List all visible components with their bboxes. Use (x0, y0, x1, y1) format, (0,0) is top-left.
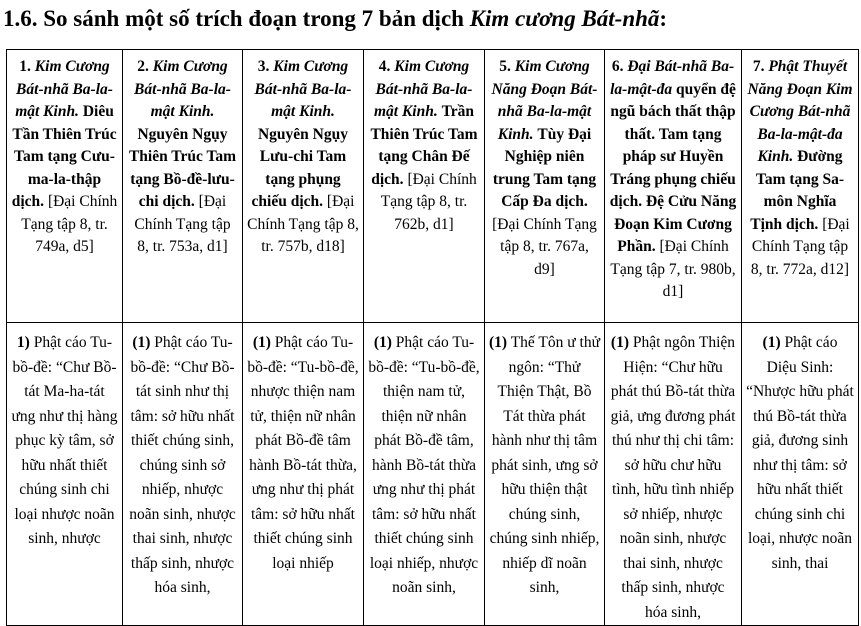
passage-cell-2: (1) Phật cáo Tu-bồ-đề: “Chư Bồ-tát sinh như thị tâm: sở hữu nhất thiết chúng sinh, chúng sinh sở nhiếp, nhược noãn sinh, nhược thai sinh, nhược thấp sinh, nhược hóa sinh, (123, 323, 243, 626)
section-title-italic: Kim cương Bát-nhã (469, 6, 660, 31)
work-title: Kim Cương Bát-nhã Ba-la-mật Kinh. (254, 58, 352, 120)
passage-text: Phật cáo Tu-bồ-đề: “Tu-bồ-đề, thiện nam tử, thiện nữ nhân phát Bồ-đề tâm, hành Bồ-tát thừa ưng như thị phát tâm: sở hữu nhất thiết chúng sinh loại nhiếp, nhược noãn sinh, (368, 334, 480, 596)
section-heading (3, 6, 667, 32)
passage-text: Phật ngôn Thiện Hiện: “Chư hữu phát thú Bồ-tát thừa giả, ưng đương phát thú như thị chi tâm: sở hữu chư hữu tình, hữu tình nhiếp sở nhiếp, nhược noãn sinh, nhược thai sinh, nhược thấp sinh, nhược hóa sinh, (610, 334, 736, 621)
passage-cell-3: (1) Phật cáo Tu-bồ-đề: “Tu-bồ-đề, nhược thiện nam tử, thiện nữ nhân phát Bồ-đề tâm hành Bồ-tát thừa, ưng như thị phát tâm: sở hữu nhất thiết chúng sinh loại nhiếp (243, 323, 364, 626)
work-title: Đại Bát-nhã Ba-la-mật-đa (610, 58, 735, 98)
header-cell-6: 6. Đại Bát-nhã Ba-la-mật-đa quyển đệ ngũ bách thất thập thất. Tam tạng pháp sư Huyền Tráng phụng chiếu dịch. Đệ Cửu Năng Đoạn Kim Cương Phần. [Đại Chính Tạng tập 7, tr. 980b, d1] (605, 50, 742, 323)
passage-cell-5: (1) Thế Tôn ư thử ngôn: “Thử Thiện Thật, Bồ Tát thừa phát hành như thị tâm phát sinh, ưng sở hữu thiện thật chúng sinh, chúng sinh nhiếp, nhiếp dĩ noãn sinh, (485, 323, 605, 626)
passage-cell-7: (1) Phật cáo Diệu Sinh: “Nhược hữu phát thú Bồ-tát thừa giả, đương sinh như thị tâm: sở hữu nhất thiết chúng sinh chi loại, nhược noãn sinh, thai (742, 323, 859, 626)
section-number: 1.6. (3, 6, 38, 31)
work-title: Phật Thuyết Năng Đoạn Kim Cương Bát-nhã Ba-la-mật-đa Kinh. (747, 58, 853, 165)
passage-text: Phật cáo Tu-bồ-đề: “Tu-bồ-đề, nhược thiện nam tử, thiện nữ nhân phát Bồ-đề tâm hành Bồ-tát thừa, ưng như thị phát tâm: sở hữu nhất thiết chúng sinh loại nhiếp (247, 334, 359, 572)
passage-text: Phật cáo Diệu Sinh: “Nhược hữu phát thú Bồ-tát thừa giả, đương sinh như thị tâm: sở hữu nhất thiết chúng sinh chi loại, nhược noãn sinh, thai (746, 334, 854, 572)
work-title: Kim Cương Bát-nhã Ba-la-mật Kinh. (134, 58, 231, 120)
source-ref: [Đại Chính Tạng tập 8, tr. 757b, d18] (247, 193, 359, 255)
source-ref: [Đại Chính Tạng tập 8, tr. 749a, d5] (21, 193, 118, 255)
translator: Diêu Tần Thiên Trúc Tam tạng Cưu-ma-la-thập dịch. (11, 103, 117, 210)
header-cell-5: 5. Kim Cương Năng Đoạn Bát-nhã Ba-la-mật Kinh. Tùy Đại Nghiệp niên trung Tam tạng Cấp Đa dịch. [Đại Chính Tạng tập 8, tr. 767a, d9] (485, 50, 605, 323)
table-header-row (7, 50, 859, 323)
translator: Nguyên Ngụy Thiên Trúc Tam tạng Bồ-đề-lưu-chi dịch. (128, 125, 237, 210)
header-cell-3: 3. Kim Cương Bát-nhã Ba-la-mật Kinh. Nguyên Ngụy Lưu-chi Tam tạng phụng chiếu dịch. [Đại Chính Tạng tập 8, tr. 757b, d18] (243, 50, 364, 323)
work-title: Kim Cương Bát-nhã Ba-la-mật Kinh. (15, 58, 113, 120)
header-cell-4: 4. Kim Cương Bát-nhã Ba-la-mật Kinh. Trần Thiên Trúc Tam tạng Chân Đế dịch. [Đại Chính Tạng tập 8, tr. 762b, d1] (364, 50, 485, 323)
section-title-end: : (659, 6, 668, 31)
translator: Trần Thiên Trúc Tam tạng Chân Đế dịch. (370, 103, 478, 188)
comparison-table (6, 49, 859, 626)
source-ref: [Đại Chính Tạng tập 8, tr. 762b, d1] (380, 170, 477, 233)
translator: Đường Tam tạng Sa-môn Nghĩa Tịnh dịch. (750, 148, 845, 233)
source-ref: [Đại Chính Tạng tập 8, tr. 753a, d1] (134, 193, 231, 255)
source-ref: [Đại Chính Tạng tập 8, tr. 767a, d9] (492, 215, 597, 278)
translator: quyển đệ ngũ bách thất thập thất. Tam tạng pháp sư Huyền Tráng phụng chiếu dịch. Đệ Cửu Năng Đoạn Kim Cương Phần. (609, 80, 737, 255)
source-ref: [Đại Chính Tạng tập 7, tr. 980b, d1] (610, 238, 736, 300)
header-cell-1: 1. Kim Cương Bát-nhã Ba-la-mật Kinh. Diêu Tần Thiên Trúc Tam tạng Cưu-ma-la-thập dịch. [Đại Chính Tạng tập 8, tr. 749a, d5] (7, 50, 123, 323)
header-cell-7: 7. Phật Thuyết Năng Đoạn Kim Cương Bát-nhã Ba-la-mật-đa Kinh. Đường Tam tạng Sa-môn Nghĩa Tịnh dịch. [Đại Chính Tạng tập 8, tr. 772a, d12] (742, 50, 859, 323)
section-title: So sánh một số trích đoạn trong 7 bản dịch (43, 6, 464, 31)
work-title: Kim Cương Bát-nhã Ba-la-mật Kinh. (373, 58, 473, 120)
passage-cell-6: (1) Phật ngôn Thiện Hiện: “Chư hữu phát thú Bồ-tát thừa giả, ưng đương phát thú như thị chi tâm: sở hữu chư hữu tình, hữu tình nhiếp sở nhiếp, nhược noãn sinh, nhược thai sinh, nhược thấp sinh, nhược hóa sinh, (605, 323, 742, 626)
passage-text: Phật cáo Tu-bồ-đề: “Chư Bồ-tát Ma-ha-tát ưng như thị hàng phục kỳ tâm, sở hữu nhất thiết chúng sinh chi loại nhược noãn sinh, nhược (11, 334, 118, 547)
table-row (7, 323, 859, 626)
passage-text: Phật cáo Tu-bồ-đề: “Chư Bồ-tát sinh như thị tâm: sở hữu nhất thiết chúng sinh, chúng sinh sở nhiếp, nhược noãn sinh, nhược thai sinh, nhược thấp sinh, nhược hóa sinh, (129, 334, 236, 596)
passage-cell-1: 1) Phật cáo Tu-bồ-đề: “Chư Bồ-tát Ma-ha-tát ưng như thị hàng phục kỳ tâm, sở hữu nhất thiết chúng sinh chi loại nhược noãn sinh, nhược (7, 323, 123, 626)
passage-cell-4: (1) Phật cáo Tu-bồ-đề: “Tu-bồ-đề, thiện nam tử, thiện nữ nhân phát Bồ-đề tâm, hành Bồ-tát thừa ưng như thị phát tâm: sở hữu nhất thiết chúng sinh loại nhiếp, nhược noãn sinh, (364, 323, 485, 626)
source-ref: [Đại Chính Tạng tập 8, tr. 772a, d12] (750, 215, 850, 278)
translator: Tùy Đại Nghiệp niên trung Tam tạng Cấp Đa dịch. (492, 125, 597, 210)
translator: Nguyên Ngụy Lưu-chi Tam tạng phụng chiếu dịch. (251, 125, 348, 210)
work-title: Kim Cương Năng Đoạn Bát-nhã Ba-la-mật Kinh. (491, 58, 598, 143)
passage-text: Thế Tôn ư thử ngôn: “Thử Thiện Thật, Bồ Tát thừa phát hành như thị tâm phát sinh, ưng sở hữu thiện thật chúng sinh, chúng sinh nhiếp, nhiếp dĩ noãn sinh, (489, 334, 600, 596)
header-cell-2: 2. Kim Cương Bát-nhã Ba-la-mật Kinh. Nguyên Ngụy Thiên Trúc Tam tạng Bồ-đề-lưu-chi dịch. [Đại Chính Tạng tập 8, tr. 753a, d1] (123, 50, 243, 323)
